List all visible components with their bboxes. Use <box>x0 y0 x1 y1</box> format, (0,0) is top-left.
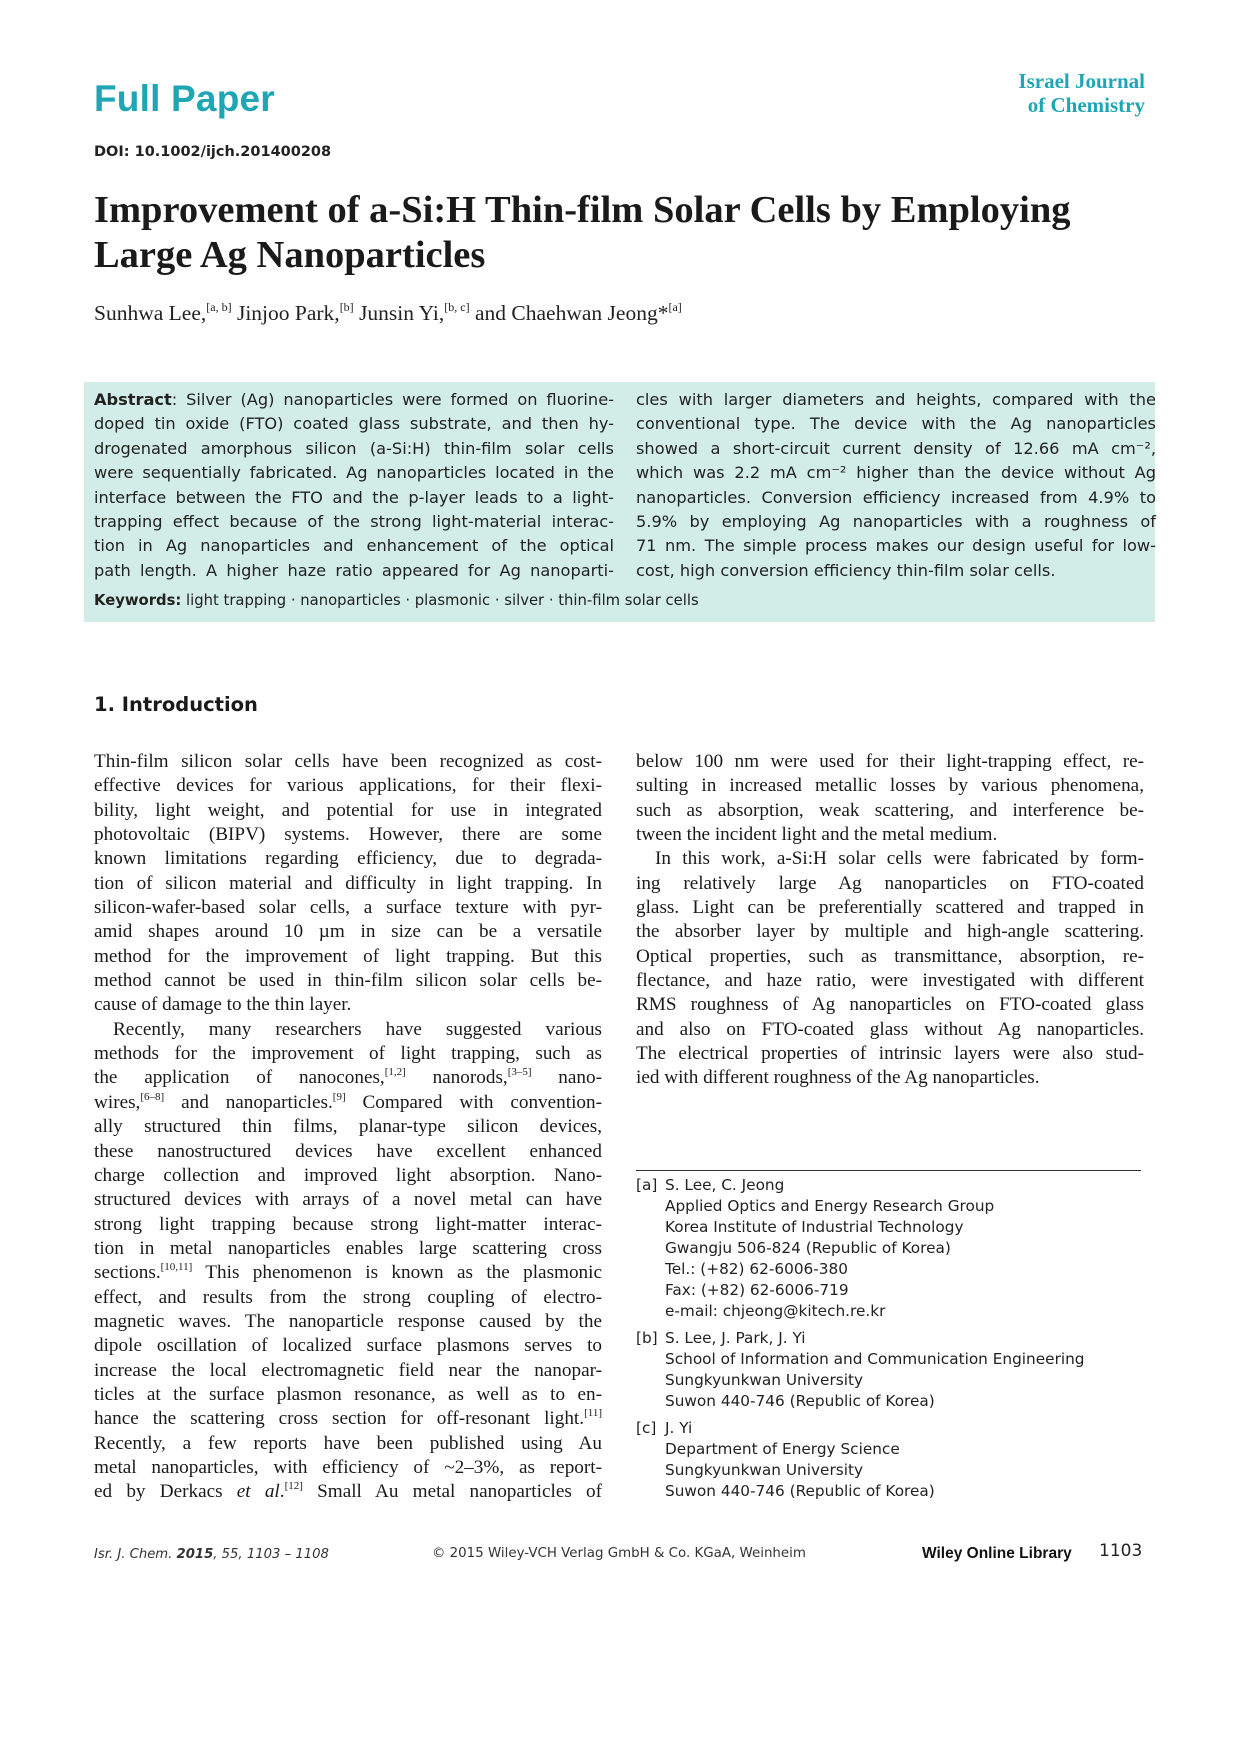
body-text-line: Optical properties, such as transmittance, absorption, re- <box>636 945 1144 967</box>
citation-ref[interactable]: [11] <box>584 1407 602 1420</box>
body-text-line: hance the scattering cross section for off-resonant light.[11] <box>94 1407 602 1430</box>
body-text-line: Thin-film silicon solar cells have been recognized as cost- <box>94 751 602 772</box>
abstract-line: interface between the FTO and the p-layer leads to a light- <box>94 487 614 507</box>
body-text-line: glass. Light can be preferentially scattered and trapped in <box>636 897 1144 919</box>
body-left-column <box>94 750 602 1505</box>
body-text-line: In this work, a-Si:H solar cells were fabricated by form- <box>655 848 1144 870</box>
body-text-line: methods for the improvement of light trapping, such as <box>94 1043 602 1065</box>
citation-ref[interactable]: [12] <box>284 1480 303 1493</box>
footer-year: 2015 <box>176 1547 214 1562</box>
keywords-label: Keywords: <box>94 592 182 609</box>
citation-ref[interactable]: [1,2] <box>384 1066 406 1079</box>
body-text-line: The electrical properties of intrinsic layers were also stud- <box>636 1043 1144 1065</box>
body-text-line: ed by Derkacs et al.[12] Small Au metal nanoparticles of <box>94 1480 602 1503</box>
affiliation-divider <box>636 1170 1141 1171</box>
body-text-line: below 100 nm were used for their light-trapping effect, re- <box>636 751 1144 772</box>
affiliation-line: Korea Institute of Industrial Technology <box>665 1218 964 1236</box>
abstract-line: were sequentially fabricated. Ag nanoparticles located in the <box>94 463 614 483</box>
abstract-line: doped tin oxide (FTO) coated glass substrate, and then hy- <box>94 414 614 434</box>
citation-ref[interactable]: [6–8] <box>140 1090 165 1103</box>
body-text-line: ing relatively large Ag nanoparticles on FTO-coated <box>636 872 1144 894</box>
body-text-line: silicon-wafer-based solar cells, a surface texture with pyr- <box>94 897 602 919</box>
body-text-line: ticles at the surface plasmon resonance, as well as to en- <box>94 1383 602 1405</box>
author-name: Jinjoo Park, <box>231 301 340 325</box>
journal-name-line2: of Chemistry <box>1027 93 1145 117</box>
body-text-line: ally structured thin films, planar-type silicon devices, <box>94 1116 602 1138</box>
body-text-line: and also on FTO-coated glass without Ag nanoparticles. <box>636 1018 1144 1040</box>
abstract-line: path length. A higher haze ratio appeared for Ag nanoparti- <box>94 560 614 580</box>
affiliation-line: Sungkyunkwan University <box>665 1371 864 1389</box>
affiliation-block <box>636 1175 1141 1322</box>
body-text-line: tion of silicon material and difficulty in light trapping. In <box>94 872 602 894</box>
author-name: and Chaehwan Jeong* <box>469 301 669 325</box>
body-text-line: the application of nanocones,[1,2] nanorods,[3–5] nano- <box>94 1066 602 1089</box>
affiliation-line: J. Yi <box>665 1419 693 1437</box>
body-text-line: method for the improvement of light trapping. But this <box>94 945 602 967</box>
affiliation-line: Department of Energy Science <box>665 1440 900 1458</box>
affiliation-line: Fax: (+82) 62-6006-719 <box>665 1281 849 1299</box>
body-text-line: strong light trapping because strong light-matter interac- <box>94 1213 602 1235</box>
body-text-line: photovoltaic (BIPV) systems. However, there are some <box>94 824 602 846</box>
citation-ref[interactable]: [9] <box>332 1090 346 1103</box>
body-text-line: sections.[10,11] This phenomenon is known as the plasmonic <box>94 1261 602 1284</box>
body-text-line: flectance, and haze ratio, were investigated with different <box>636 970 1144 992</box>
body-text-line: Recently, a few reports have been published using Au <box>94 1432 602 1454</box>
author-affiliation-sup: [a, b] <box>206 300 232 314</box>
body-text-line: wires,[6–8] and nanoparticles.[9] Compared with convention- <box>94 1090 602 1113</box>
author-name: Sunhwa Lee, <box>94 301 207 325</box>
body-right-column <box>636 750 1144 1091</box>
body-text-line: Recently, many researchers have suggested various <box>113 1018 602 1040</box>
affiliation-line: School of Information and Communication Engineering <box>665 1350 1085 1368</box>
journal-name-line1: Israel Journal <box>1018 69 1145 93</box>
keywords-text: light trapping · nanoparticles · plasmonic · silver · thin-film solar cells <box>181 592 699 609</box>
body-text-line: cause of damage to the thin layer. <box>94 994 352 1016</box>
abstract-label: Abstract <box>94 390 172 409</box>
affiliation-line[interactable]: e-mail: chjeong@kitech.re.kr <box>665 1302 886 1320</box>
body-text-line: tween the incident light and the metal medium. <box>636 824 998 846</box>
doi[interactable]: DOI: 10.1002/ijch.201400208 <box>94 144 332 160</box>
affiliation-block <box>636 1328 1141 1412</box>
affiliations <box>636 1175 1141 1508</box>
abstract-line: cles with larger diameters and heights, compared with the <box>636 390 1156 409</box>
author-affiliation-sup: [b, c] <box>444 300 470 314</box>
abstract-line: 5.9% by employing Ag nanoparticles with a roughness of <box>636 511 1156 531</box>
body-text-line: these nanostructured devices have excellent enhanced <box>94 1140 602 1162</box>
affiliation-line: Suwon 440-746 (Republic of Korea) <box>665 1482 935 1500</box>
footer-citation: Isr. J. Chem. 2015, 55, 1103 – 1108 <box>94 1547 329 1562</box>
affiliation-line: S. Lee, C. Jeong <box>665 1176 785 1194</box>
body-text-line: magnetic waves. The nanoparticle response caused by the <box>94 1310 602 1332</box>
abstract-line: Abstract: Silver (Ag) nanoparticles were formed on fluorine- <box>94 390 614 409</box>
abstract-line: conventional type. The device with the Ag nanoparticles <box>636 414 1156 434</box>
journal-name <box>1018 69 1145 117</box>
body-text-line: known limitations regarding efficiency, due to degrada- <box>94 848 602 870</box>
body-text-line: structured devices with arrays of a novel metal can have <box>94 1189 602 1211</box>
affiliation-line: Applied Optics and Energy Research Group <box>665 1197 995 1215</box>
paper-title <box>94 188 1154 278</box>
article-type-label: Full Paper <box>94 78 275 119</box>
body-text-line: such as absorption, weak scattering, and interference be- <box>636 799 1144 821</box>
affiliation-line: Gwangju 506-824 (Republic of Korea) <box>665 1239 951 1257</box>
body-text-line: method cannot be used in thin-film silicon solar cells be- <box>94 970 602 992</box>
body-text-line: sulting in increased metallic losses by various phenomena, <box>636 775 1144 797</box>
body-text-line: metal nanoparticles, with efficiency of ~2–3%, as report- <box>94 1456 602 1478</box>
abstract-line: 71 nm. The simple process makes our design useful for low- <box>636 536 1156 556</box>
citation-ref[interactable]: [10,11] <box>160 1261 193 1274</box>
author-name: Junsin Yi, <box>353 301 445 325</box>
abstract-line: tion in Ag nanoparticles and enhancement of the optical <box>94 536 614 556</box>
keywords <box>94 592 699 609</box>
body-text-line: effect, and results from the strong coupling of electro- <box>94 1286 602 1308</box>
affiliation-line: Tel.: (+82) 62-6006-380 <box>665 1260 848 1278</box>
body-text-line: dipole oscillation of localized surface plasmons serves to <box>94 1335 602 1357</box>
body-text-line: tion in metal nanoparticles enables large scattering cross <box>94 1237 602 1259</box>
body-text-line: the absorber layer by multiple and high-angle scattering. <box>636 921 1144 943</box>
body-text-line: RMS roughness of Ag nanoparticles on FTO-coated glass <box>636 994 1144 1016</box>
section-heading: 1. Introduction <box>94 693 258 716</box>
body-text-line: amid shapes around 10 µm in size can be a versatile <box>94 921 602 943</box>
author-affiliation-sup: [a] <box>668 300 682 314</box>
citation-ref[interactable]: [3–5] <box>507 1066 532 1079</box>
paper-title-line2: Large Ag Nanoparticles <box>94 234 486 276</box>
affiliation-line: Suwon 440-746 (Republic of Korea) <box>665 1392 935 1410</box>
affiliation-tag: [b] <box>636 1329 658 1347</box>
abstract-line: showed a short-circuit current density of 12.66 mA cm⁻², <box>636 438 1156 458</box>
page-number: 1103 <box>1099 1541 1143 1561</box>
affiliation-tag: [c] <box>636 1419 657 1437</box>
abstract-left-column <box>94 388 614 583</box>
affiliation-tag: [a] <box>636 1176 658 1194</box>
abstract-line: trapping effect because of the strong light-material interac- <box>94 511 614 531</box>
affiliation-line: Sungkyunkwan University <box>665 1461 864 1479</box>
affiliation-line: S. Lee, J. Park, J. Yi <box>665 1329 806 1347</box>
abstract-line: drogenated amorphous silicon (a-Si:H) thin-film solar cells <box>94 438 614 458</box>
body-text-line: ied with different roughness of the Ag nanoparticles. <box>636 1067 1040 1089</box>
body-text-line: effective devices for various applications, for their flexi- <box>94 775 602 797</box>
footer-copyright: © 2015 Wiley-VCH Verlag GmbH & Co. KGaA, Weinheim <box>432 1546 806 1561</box>
footer-library-link[interactable]: Wiley Online Library <box>922 1545 1072 1562</box>
body-text-line: increase the local electromagnetic field near the nanopar- <box>94 1359 602 1381</box>
paper-title-line1: Improvement of a-Si:H Thin-film Solar Cells by Employing <box>94 189 1071 231</box>
body-text-line: bility, light weight, and potential for use in integrated <box>94 799 602 821</box>
author-list <box>94 301 682 326</box>
abstract-line: which was 2.2 mA cm⁻² higher than the device without Ag <box>636 463 1156 483</box>
abstract-right-column <box>636 388 1156 583</box>
author-affiliation-sup: [b] <box>339 300 354 314</box>
body-text-line: charge collection and improved light absorption. Nano- <box>94 1164 602 1186</box>
abstract-line: nanoparticles. Conversion efficiency increased from 4.9% to <box>636 487 1156 507</box>
affiliation-block <box>636 1418 1141 1502</box>
abstract-line: cost, high conversion efficiency thin-film solar cells. <box>636 560 1056 580</box>
